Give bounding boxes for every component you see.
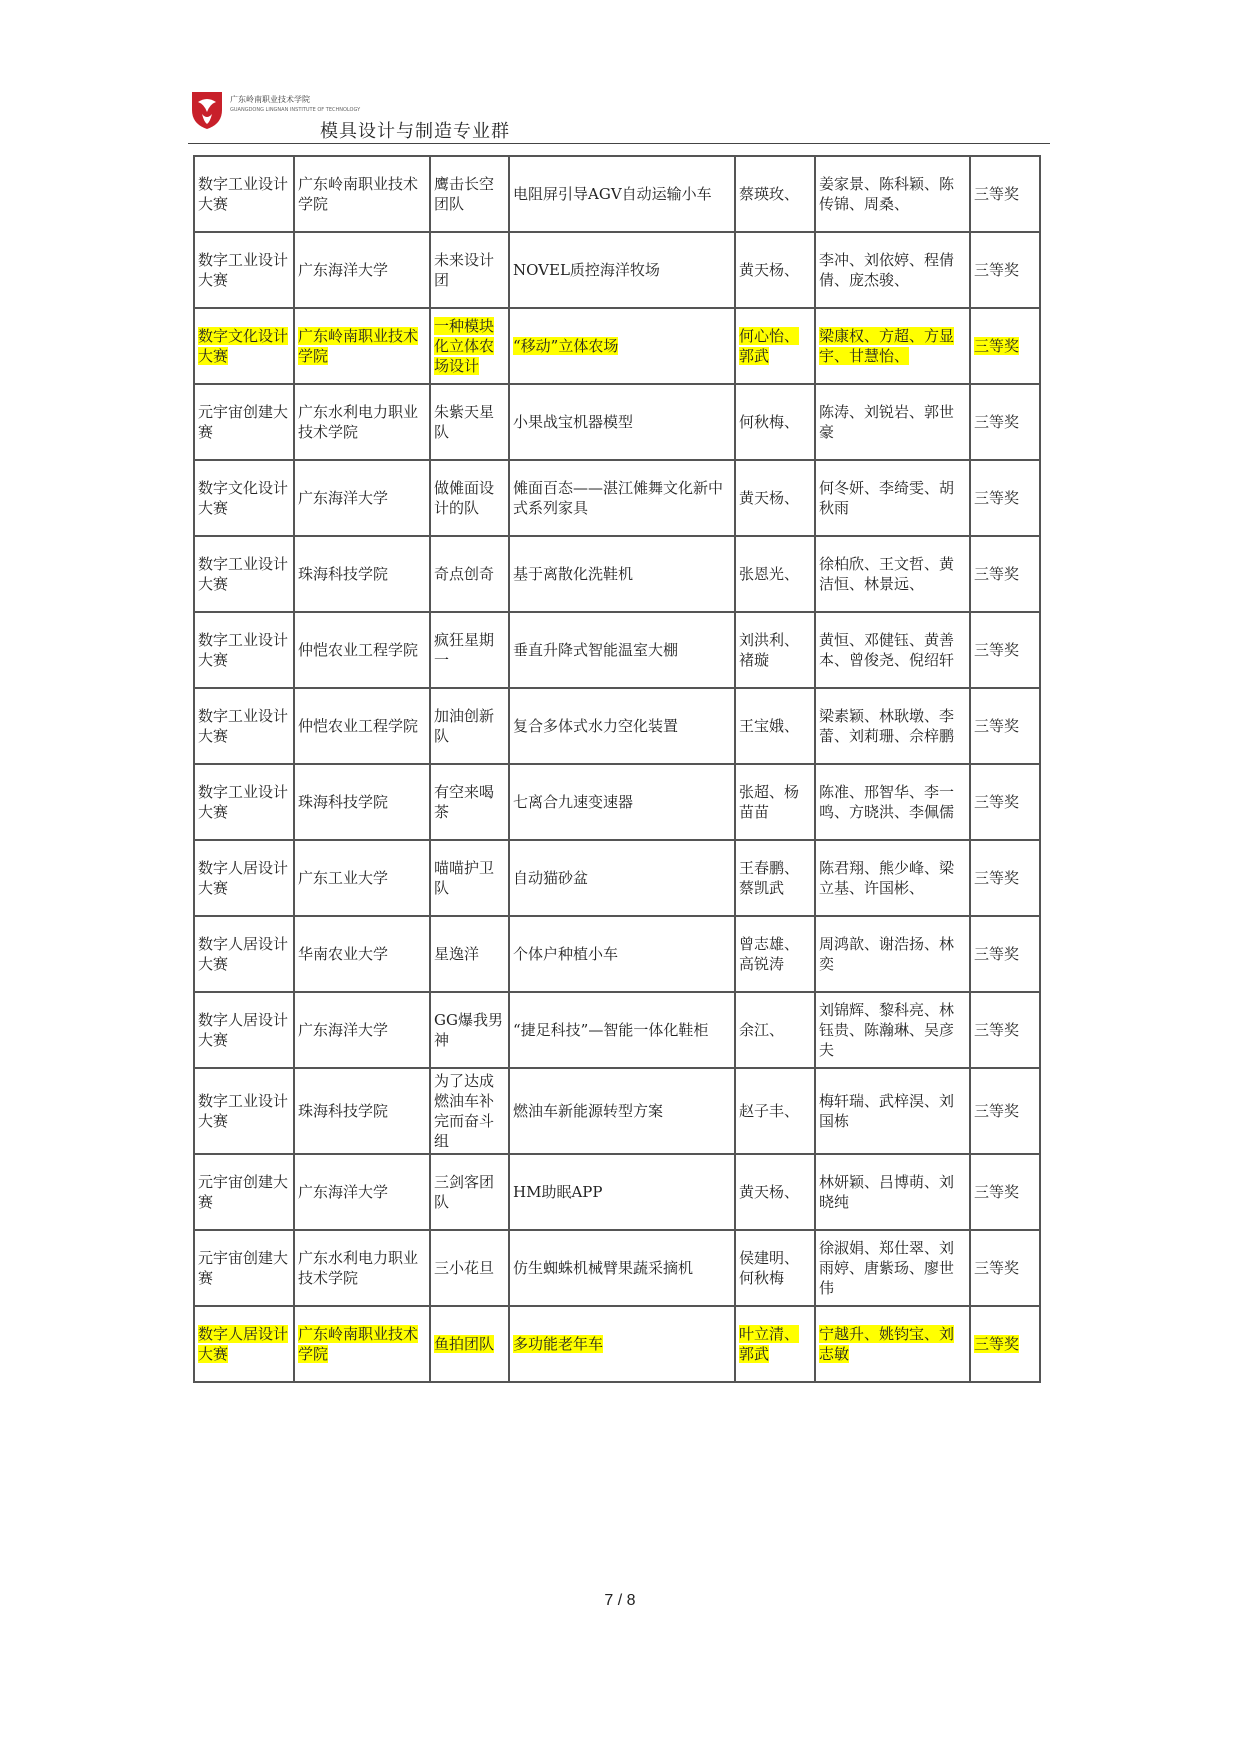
competition-cell (194, 232, 294, 308)
project-cell-text: “移动”立体农场 (513, 337, 619, 355)
award-cell-text: 三等奖 (974, 641, 1020, 659)
advisor-cell-text: 黄天杨、 (739, 261, 800, 279)
competition-cell-text: 数字工业设计大赛 (198, 555, 289, 593)
team-cell (430, 688, 509, 764)
award-cell-text: 三等奖 (974, 1259, 1020, 1277)
table-row (194, 1068, 1040, 1154)
members-cell (815, 1068, 970, 1154)
page-number: 7 / 8 (604, 1592, 636, 1609)
advisor-cell (735, 308, 815, 384)
award-cell-text: 三等奖 (974, 413, 1020, 431)
advisor-cell-text: 何秋梅、 (739, 413, 800, 431)
project-cell (509, 232, 735, 308)
award-cell (970, 460, 1040, 536)
competition-cell-text: 元宇宙创建大赛 (198, 1173, 289, 1211)
project-cell (509, 384, 735, 460)
competition-cell (194, 612, 294, 688)
members-cell-text: 梁康权、方超、方显宇、甘慧怡、 (819, 327, 955, 365)
advisor-cell-text: 侯建明、何秋梅 (739, 1249, 800, 1287)
members-cell-text: 梅轩瑞、武梓淏、刘国栋 (819, 1092, 955, 1130)
advisor-cell (735, 764, 815, 840)
team-cell (430, 992, 509, 1068)
members-cell (815, 232, 970, 308)
advisor-cell-text: 蔡瑛玫、 (739, 185, 800, 203)
competition-cell (194, 536, 294, 612)
competition-cell-text: 数字工业设计大赛 (198, 175, 289, 213)
team-cell-text: 三剑客团队 (434, 1173, 495, 1211)
members-cell-text: 徐淑娟、郑仕翠、刘雨婷、唐紫玚、廖世伟 (819, 1239, 955, 1297)
advisor-cell (735, 1230, 815, 1306)
award-cell (970, 612, 1040, 688)
table-row (194, 612, 1040, 688)
team-cell-text: 鱼拍团队 (434, 1335, 495, 1353)
team-cell (430, 840, 509, 916)
team-cell-text: 做傩面设计的队 (434, 479, 495, 517)
project-cell (509, 308, 735, 384)
school-cell (294, 460, 430, 536)
members-cell (815, 840, 970, 916)
members-cell (815, 308, 970, 384)
team-cell (430, 156, 509, 232)
project-cell-text: 个体户种植小车 (513, 945, 619, 963)
award-cell-text: 三等奖 (974, 1102, 1020, 1120)
team-cell (430, 232, 509, 308)
competition-cell (194, 1068, 294, 1154)
team-cell (430, 1068, 509, 1154)
award-cell (970, 536, 1040, 612)
advisor-cell (735, 688, 815, 764)
team-cell-text: 一种模块化立体农场设计 (434, 317, 495, 375)
award-cell-text: 三等奖 (974, 793, 1020, 811)
school-cell-text: 仲恺农业工程学院 (298, 641, 419, 659)
advisor-cell-text: 刘洪利、褚璇 (739, 631, 800, 669)
advisor-cell (735, 1154, 815, 1230)
team-cell (430, 1154, 509, 1230)
award-cell-text: 三等奖 (974, 945, 1020, 963)
project-cell (509, 840, 735, 916)
team-cell-text: 奇点创奇 (434, 565, 495, 583)
team-cell (430, 384, 509, 460)
school-name-en: GUANGDONG LINGNAN INSTITUTE OF TECHNOLOGY (230, 107, 361, 113)
page-title: 模具设计与制造专业群 (320, 121, 510, 142)
members-cell (815, 688, 970, 764)
advisor-cell (735, 1068, 815, 1154)
members-cell-text: 陈君翔、熊少峰、梁立基、许国彬、 (819, 859, 955, 897)
competition-cell-text: 数字工业设计大赛 (198, 707, 289, 745)
award-cell (970, 992, 1040, 1068)
advisor-cell-text: 张超、杨苗苗 (739, 783, 800, 821)
project-cell (509, 156, 735, 232)
school-cell-text: 广东水利电力职业技术学院 (298, 403, 419, 441)
project-cell (509, 688, 735, 764)
award-cell-text: 三等奖 (974, 1335, 1020, 1353)
advisor-cell-text: 曾志雄、高锐涛 (739, 935, 800, 973)
members-cell (815, 1306, 970, 1382)
project-cell-text: 垂直升降式智能温室大棚 (513, 641, 679, 659)
school-emblem-icon (190, 90, 224, 130)
advisor-cell (735, 916, 815, 992)
project-cell (509, 1230, 735, 1306)
members-cell-text: 黄恒、邓健钰、黄善本、曾俊尧、倪绍轩 (819, 631, 955, 669)
advisor-cell (735, 384, 815, 460)
table-row (194, 1230, 1040, 1306)
awards-table (193, 155, 1041, 1383)
school-cell-text: 广东海洋大学 (298, 1021, 389, 1039)
members-cell (815, 992, 970, 1068)
advisor-cell (735, 1306, 815, 1382)
table-row (194, 764, 1040, 840)
project-cell (509, 460, 735, 536)
award-cell (970, 1068, 1040, 1154)
table-row (194, 384, 1040, 460)
advisor-cell (735, 460, 815, 536)
members-cell (815, 612, 970, 688)
advisor-cell (735, 992, 815, 1068)
members-cell-text: 周鸿歆、谢浩扬、林奕 (819, 935, 955, 973)
team-cell-text: 为了达成燃油车补完而奋斗组 (434, 1072, 495, 1150)
members-cell (815, 764, 970, 840)
competition-cell-text: 数字人居设计大赛 (198, 1325, 289, 1363)
members-cell (815, 1154, 970, 1230)
competition-cell-text: 数字人居设计大赛 (198, 1011, 289, 1049)
project-cell-text: 电阻屏引导AGV自动运输小车 (513, 185, 712, 203)
members-cell (815, 536, 970, 612)
school-cell-text: 广东水利电力职业技术学院 (298, 1249, 419, 1287)
advisor-cell-text: 黄天杨、 (739, 1183, 800, 1201)
school-cell (294, 1154, 430, 1230)
header-divider (188, 143, 1050, 144)
project-cell (509, 1306, 735, 1382)
school-name (230, 95, 360, 115)
team-cell (430, 612, 509, 688)
award-cell (970, 384, 1040, 460)
award-cell (970, 916, 1040, 992)
award-cell (970, 840, 1040, 916)
school-cell-text: 广东岭南职业技术学院 (298, 327, 419, 365)
school-cell (294, 688, 430, 764)
award-cell-text: 三等奖 (974, 337, 1020, 355)
members-cell-text: 陈涛、刘锐岩、郭世豪 (819, 403, 955, 441)
members-cell (815, 916, 970, 992)
members-cell-text: 林妍颖、吕博萌、刘晓纯 (819, 1173, 955, 1211)
school-cell-text: 珠海科技学院 (298, 793, 389, 811)
table-row (194, 1154, 1040, 1230)
competition-cell-text: 数字工业设计大赛 (198, 631, 289, 669)
school-cell (294, 232, 430, 308)
competition-cell (194, 1230, 294, 1306)
award-cell-text: 三等奖 (974, 1183, 1020, 1201)
school-cell (294, 612, 430, 688)
award-cell-text: 三等奖 (974, 869, 1020, 887)
members-cell-text: 李冲、刘依婷、程倩倩、庞杰骏、 (819, 251, 955, 289)
team-cell-text: 三小花旦 (434, 1259, 495, 1277)
competition-cell-text: 数字文化设计大赛 (198, 479, 289, 517)
award-cell-text: 三等奖 (974, 185, 1020, 203)
school-cell (294, 384, 430, 460)
advisor-cell-text: 张恩光、 (739, 565, 800, 583)
award-cell (970, 1230, 1040, 1306)
team-cell (430, 536, 509, 612)
competition-cell-text: 数字人居设计大赛 (198, 935, 289, 973)
project-cell-text: 傩面百态——湛江傩舞文化新中式系列家具 (513, 479, 724, 517)
members-cell (815, 1230, 970, 1306)
team-cell-text: GG爆我男神 (434, 1011, 503, 1049)
school-cell-text: 广东海洋大学 (298, 261, 389, 279)
advisor-cell (735, 156, 815, 232)
advisor-cell (735, 232, 815, 308)
team-cell (430, 308, 509, 384)
school-cell (294, 764, 430, 840)
competition-cell (194, 1154, 294, 1230)
award-cell (970, 1154, 1040, 1230)
project-cell-text: NOVEL质控海洋牧场 (513, 261, 660, 279)
school-cell-text: 广东海洋大学 (298, 1183, 389, 1201)
award-cell (970, 308, 1040, 384)
school-cell-text: 珠海科技学院 (298, 1102, 389, 1120)
table-row (194, 840, 1040, 916)
school-cell (294, 1230, 430, 1306)
project-cell-text: 复合多体式水力空化装置 (513, 717, 679, 735)
project-cell-text: HM助眠APP (513, 1183, 603, 1201)
table-row (194, 1306, 1040, 1382)
competition-cell (194, 1306, 294, 1382)
members-cell-text: 梁素颖、林耿墩、李蕾、刘莉珊、佘梓鹏 (819, 707, 955, 745)
project-cell (509, 916, 735, 992)
competition-cell-text: 数字工业设计大赛 (198, 1092, 289, 1130)
advisor-cell-text: 赵子丰、 (739, 1102, 800, 1120)
school-cell (294, 840, 430, 916)
school-cell-text: 广东岭南职业技术学院 (298, 175, 419, 213)
advisor-cell (735, 612, 815, 688)
project-cell-text: 燃油车新能源转型方案 (513, 1102, 664, 1120)
award-cell (970, 688, 1040, 764)
team-cell-text: 喵喵护卫队 (434, 859, 495, 897)
project-cell (509, 536, 735, 612)
table-row (194, 688, 1040, 764)
competition-cell (194, 384, 294, 460)
school-cell (294, 1068, 430, 1154)
school-cell-text: 广东海洋大学 (298, 489, 389, 507)
competition-cell-text: 数字工业设计大赛 (198, 783, 289, 821)
table-row (194, 992, 1040, 1068)
advisor-cell-text: 黄天杨、 (739, 489, 800, 507)
school-cell (294, 1306, 430, 1382)
team-cell-text: 星逸洋 (434, 945, 480, 963)
advisor-cell (735, 840, 815, 916)
award-cell-text: 三等奖 (974, 565, 1020, 583)
table-row (194, 232, 1040, 308)
members-cell (815, 156, 970, 232)
project-cell (509, 612, 735, 688)
school-cell (294, 308, 430, 384)
team-cell-text: 未来设计团 (434, 251, 495, 289)
members-cell-text: 刘锦辉、黎科亮、林钰贵、陈瀚琳、吴彦夫 (819, 1001, 955, 1059)
members-cell (815, 460, 970, 536)
team-cell-text: 朱紫天星队 (434, 403, 495, 441)
members-cell-text: 何冬妍、李绮雯、胡秋雨 (819, 479, 955, 517)
school-cell (294, 536, 430, 612)
team-cell (430, 1230, 509, 1306)
competition-cell-text: 数字人居设计大赛 (198, 859, 289, 897)
table-row (194, 536, 1040, 612)
team-cell (430, 764, 509, 840)
members-cell-text: 徐柏欣、王文哲、黄洁恒、林景远、 (819, 555, 955, 593)
awards-table-body (194, 156, 1040, 1382)
team-cell-text: 有空来喝茶 (434, 783, 495, 821)
project-cell-text: 基于离散化洗鞋机 (513, 565, 634, 583)
award-cell (970, 156, 1040, 232)
award-cell-text: 三等奖 (974, 261, 1020, 279)
award-cell (970, 764, 1040, 840)
advisor-cell-text: 叶立清、郭武 (739, 1325, 800, 1363)
project-cell (509, 1154, 735, 1230)
competition-cell (194, 764, 294, 840)
school-name-cn: 广东岭南职业技术学院 (230, 95, 310, 104)
team-cell (430, 460, 509, 536)
team-cell-text: 加油创新队 (434, 707, 495, 745)
project-cell (509, 1068, 735, 1154)
school-cell-text: 仲恺农业工程学院 (298, 717, 419, 735)
school-cell (294, 916, 430, 992)
members-cell-text: 陈准、邢智华、李一鸣、方晓洪、李佩儒 (819, 783, 955, 821)
competition-cell (194, 156, 294, 232)
project-cell (509, 764, 735, 840)
competition-cell (194, 688, 294, 764)
project-cell-text: 多功能老年车 (513, 1335, 604, 1353)
project-cell-text: “捷足科技”—智能一体化鞋柜 (513, 1021, 709, 1039)
advisor-cell-text: 余江、 (739, 1021, 785, 1039)
competition-cell (194, 916, 294, 992)
competition-cell (194, 308, 294, 384)
school-cell-text: 广东岭南职业技术学院 (298, 1325, 419, 1363)
members-cell (815, 384, 970, 460)
school-cell (294, 992, 430, 1068)
team-cell (430, 1306, 509, 1382)
advisor-cell (735, 536, 815, 612)
advisor-cell-text: 王春鹏、蔡凯武 (739, 859, 800, 897)
project-cell-text: 七离合九速变速器 (513, 793, 634, 811)
table-row (194, 308, 1040, 384)
school-cell-text: 珠海科技学院 (298, 565, 389, 583)
project-cell-text: 仿生蜘蛛机械臂果蔬采摘机 (513, 1259, 694, 1277)
table-row (194, 156, 1040, 232)
competition-cell (194, 992, 294, 1068)
competition-cell-text: 元宇宙创建大赛 (198, 403, 289, 441)
competition-cell-text: 数字文化设计大赛 (198, 327, 289, 365)
project-cell-text: 小果战宝机器模型 (513, 413, 634, 431)
award-cell-text: 三等奖 (974, 489, 1020, 507)
competition-cell-text: 元宇宙创建大赛 (198, 1249, 289, 1287)
advisor-cell-text: 王宝娥、 (739, 717, 800, 735)
competition-cell-text: 数字工业设计大赛 (198, 251, 289, 289)
project-cell-text: 自动猫砂盆 (513, 869, 589, 887)
members-cell-text: 姜家景、陈科颖、陈传锦、周桑、 (819, 175, 955, 213)
advisor-cell-text: 何心怡、郭武 (739, 327, 800, 365)
team-cell-text: 疯狂星期一 (434, 631, 495, 669)
competition-cell (194, 460, 294, 536)
members-cell-text: 宁越升、姚钧宝、刘志敏 (819, 1325, 955, 1363)
award-cell (970, 232, 1040, 308)
award-cell-text: 三等奖 (974, 717, 1020, 735)
team-cell (430, 916, 509, 992)
table-row (194, 460, 1040, 536)
school-cell-text: 华南农业大学 (298, 945, 389, 963)
project-cell (509, 992, 735, 1068)
award-cell (970, 1306, 1040, 1382)
school-cell-text: 广东工业大学 (298, 869, 389, 887)
school-cell (294, 156, 430, 232)
table-row (194, 916, 1040, 992)
competition-cell (194, 840, 294, 916)
team-cell-text: 鹰击长空团队 (434, 175, 495, 213)
award-cell-text: 三等奖 (974, 1021, 1020, 1039)
